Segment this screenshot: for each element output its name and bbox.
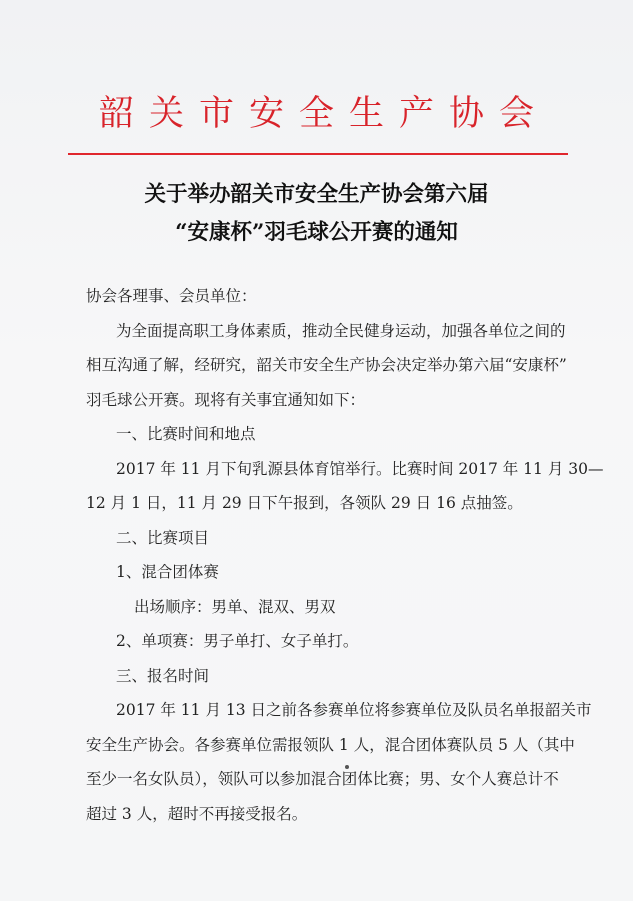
organization-header: 韶关市安全生产协会 <box>98 94 549 134</box>
section-2-heading: 二、比赛项目 <box>116 529 210 547</box>
section-1-line-1: 2017 年 11 月下旬乳源县体育馆举行。比赛时间 2017 年 11 月 30— <box>116 460 604 478</box>
section-3-heading: 三、报名时间 <box>116 667 210 685</box>
section-2-item-1: 1、混合团体赛 <box>116 563 219 581</box>
section-3-line-4: 超过 3 人，超时不再接受报名。 <box>86 805 308 823</box>
intro-line-3: 羽毛球公开赛。现将有关事宜通知如下： <box>86 391 366 409</box>
notice-title-line-1: 关于举办韶关市安全生产协会第六届 <box>144 182 489 207</box>
intro-line-1: 为全面提高职工身体素质，推动全民健身运动，加强各单位之间的 <box>116 322 566 340</box>
header-divider <box>68 153 568 155</box>
section-3-line-3: 至少一名女队员），领队可以参加混合团体比赛；男、女个人赛总计不 <box>86 770 559 788</box>
section-1-line-2: 12 月 1 日，11 月 29 日下午报到，各领队 29 日 16 点抽签。 <box>86 494 523 512</box>
section-3-line-2: 安全生产协会。各参赛单位需报领队 1 人，混合团体赛队员 5 人（其中 <box>86 736 575 754</box>
section-2-item-1-detail: 出场顺序：男单、混双、男双 <box>134 598 336 616</box>
section-2-item-2: 2、单项赛：男子单打、女子单打。 <box>116 632 359 650</box>
intro-line-2: 相互沟通了解，经研究，韶关市安全生产协会决定举办第六届“安康杯” <box>86 356 567 374</box>
section-1-heading: 一、比赛时间和地点 <box>116 425 256 443</box>
salutation: 协会各理事、会员单位： <box>86 287 257 305</box>
notice-title-line-2: “安康杯”羽毛球公开赛的通知 <box>175 220 458 245</box>
section-3-line-1: 2017 年 11 月 13 日之前各参赛单位将参赛单位及队员名单报韶关市 <box>116 701 592 719</box>
ink-dot <box>345 765 349 769</box>
